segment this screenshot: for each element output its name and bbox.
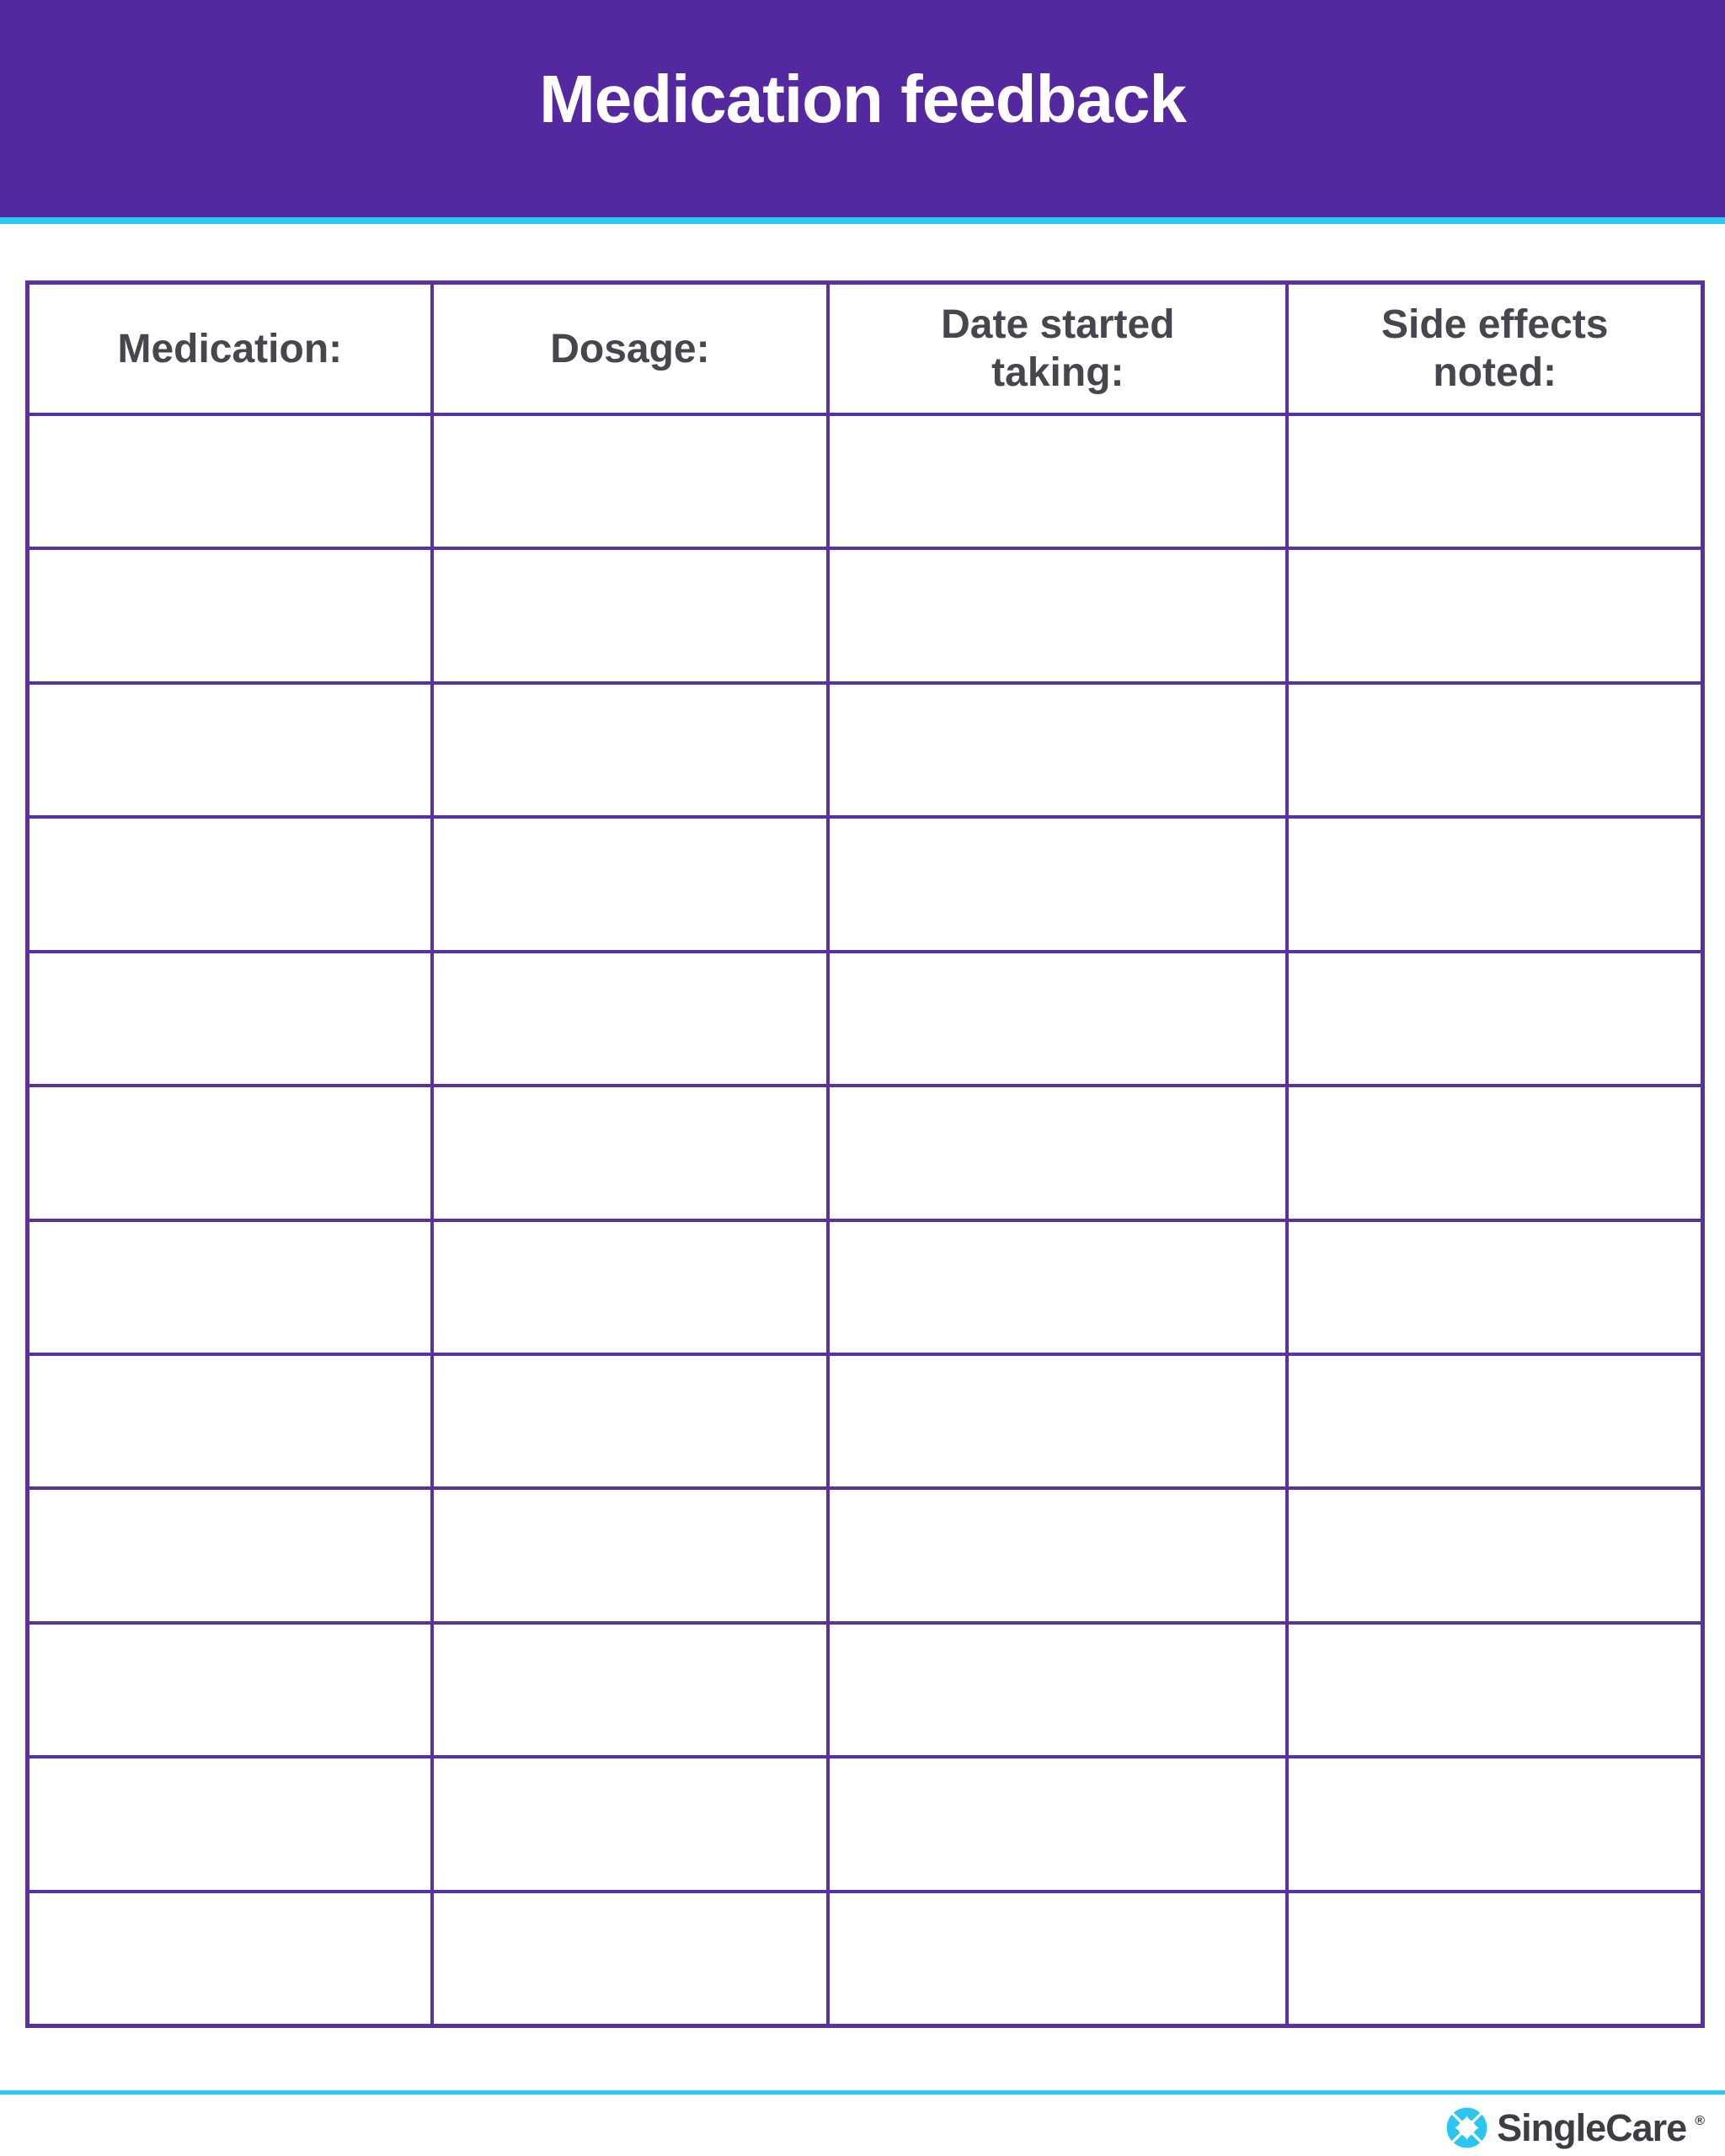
table-row <box>29 953 1701 1087</box>
table-cell-empty[interactable] <box>434 953 830 1084</box>
column-header-side-effects <box>1289 285 1701 413</box>
table-cell-empty[interactable] <box>434 550 830 680</box>
table-cell-empty[interactable] <box>29 1222 434 1353</box>
table-cell-empty[interactable] <box>830 953 1289 1084</box>
column-header-date-started <box>830 285 1289 413</box>
table-cell-empty[interactable] <box>830 1758 1289 1889</box>
medication-table <box>25 280 1705 2028</box>
singlecare-logo <box>1445 2104 1705 2151</box>
table-cell-empty[interactable] <box>434 1758 830 1889</box>
table-cell-empty[interactable] <box>29 1625 434 1755</box>
table-cell-empty[interactable] <box>29 819 434 949</box>
table-cell-empty[interactable] <box>1289 1893 1701 2024</box>
table-cell-empty[interactable] <box>830 1893 1289 2024</box>
table-cell-empty[interactable] <box>29 1087 434 1218</box>
table-cell-empty[interactable] <box>830 1222 1289 1353</box>
table-row <box>29 1758 1701 1892</box>
table-cell-empty[interactable] <box>434 1893 830 2024</box>
table-cell-empty[interactable] <box>830 1087 1289 1218</box>
table-cell-empty[interactable] <box>1289 685 1701 815</box>
table-cell-empty[interactable] <box>434 416 830 547</box>
table-cell-empty[interactable] <box>434 685 830 815</box>
table-row <box>29 1490 1701 1624</box>
column-header-label: Dosage: <box>550 326 710 371</box>
table-row <box>29 1893 1701 2024</box>
table-cell-empty[interactable] <box>29 550 434 680</box>
header-banner <box>0 0 1725 217</box>
table-cell-empty[interactable] <box>29 1893 434 2024</box>
table-row <box>29 1087 1701 1221</box>
table-cell-empty[interactable] <box>830 1356 1289 1486</box>
table-cell-empty[interactable] <box>434 1356 830 1486</box>
table-cell-empty[interactable] <box>434 1087 830 1218</box>
table-cell-empty[interactable] <box>1289 1625 1701 1755</box>
table-cell-empty[interactable] <box>434 1222 830 1353</box>
table-cell-empty[interactable] <box>434 1490 830 1620</box>
column-header-dosage <box>434 285 830 413</box>
table-cell-empty[interactable] <box>830 819 1289 949</box>
table-row <box>29 416 1701 550</box>
page-title: Medication feedback <box>539 61 1186 136</box>
table-cell-empty[interactable] <box>29 1758 434 1889</box>
column-header-label: noted: <box>1433 350 1557 395</box>
table-row <box>29 685 1701 819</box>
table-cell-empty[interactable] <box>1289 1087 1701 1218</box>
footer-accent-line <box>0 2090 1725 2095</box>
table-cell-empty[interactable] <box>1289 819 1701 949</box>
table-cell-empty[interactable] <box>830 1625 1289 1755</box>
table-cell-empty[interactable] <box>1289 1490 1701 1620</box>
header-accent-line <box>0 217 1725 224</box>
table-row <box>29 550 1701 684</box>
table-row <box>29 1625 1701 1758</box>
table-cell-empty[interactable] <box>1289 1758 1701 1889</box>
table-cell-empty[interactable] <box>29 1490 434 1620</box>
table-cell-empty[interactable] <box>434 819 830 949</box>
table-cell-empty[interactable] <box>29 416 434 547</box>
table-cell-empty[interactable] <box>1289 953 1701 1084</box>
table-cell-empty[interactable] <box>29 685 434 815</box>
table-cell-empty[interactable] <box>1289 550 1701 680</box>
table-row <box>29 1356 1701 1490</box>
column-header-label: Date started <box>941 302 1175 347</box>
table-cell-empty[interactable] <box>434 1625 830 1755</box>
table-cell-empty[interactable] <box>29 953 434 1084</box>
table-row <box>29 1222 1701 1356</box>
table-cell-empty[interactable] <box>29 1356 434 1486</box>
table-row <box>29 819 1701 953</box>
singlecare-cross-icon <box>1445 2105 1489 2150</box>
column-header-label: taking: <box>991 350 1124 395</box>
column-header-label: Side effects <box>1381 302 1609 347</box>
table-cell-empty[interactable] <box>830 550 1289 680</box>
table-cell-empty[interactable] <box>1289 416 1701 547</box>
table-cell-empty[interactable] <box>830 685 1289 815</box>
table-cell-empty[interactable] <box>1289 1356 1701 1486</box>
column-header-label: Medication: <box>117 326 343 371</box>
column-header-medication <box>29 285 434 413</box>
registered-trademark-symbol: ® <box>1695 2114 1705 2128</box>
table-cell-empty[interactable] <box>830 1490 1289 1620</box>
table-header-row <box>29 285 1701 416</box>
brand-name: SingleCare <box>1497 2105 1687 2149</box>
table-cell-empty[interactable] <box>1289 1222 1701 1353</box>
table-cell-empty[interactable] <box>830 416 1289 547</box>
